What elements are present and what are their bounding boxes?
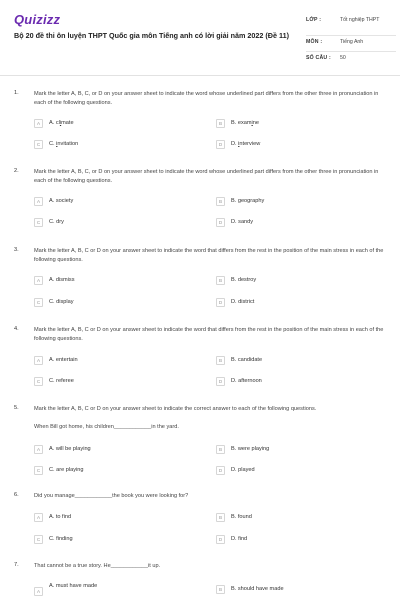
page-title: Bộ 20 đề thi ôn luyện THPT Quốc gia môn Tiếng anh có lời giải năm 2022 (Đề 11) xyxy=(14,31,289,40)
meta-label: LỚP : xyxy=(306,17,322,23)
meta-row-count xyxy=(306,52,396,68)
option-text: B. candidate xyxy=(231,357,263,363)
question-text: Did you manage____________the book you were looking for? xyxy=(34,493,189,499)
option-text: A. entertain xyxy=(49,357,78,363)
option-letter: C xyxy=(34,140,43,149)
option-text-underlined: i xyxy=(59,120,62,126)
option-letter: A xyxy=(34,119,43,128)
option-letter: C xyxy=(34,298,43,307)
option-letter: B xyxy=(216,119,225,128)
meta-value: Tiếng Anh xyxy=(340,39,364,45)
question-text: Mark the letter A, B, C or D on your answer sheet to indicate the word that differs from the rest in the position of the main stress in each of the following questions. xyxy=(34,327,384,342)
option-text: A. will be playing xyxy=(49,446,91,452)
option-text: C. referee xyxy=(49,378,74,384)
option-text: D. find xyxy=(231,536,248,542)
option-text-post: nterview xyxy=(239,141,261,147)
option-text: A. dismiss xyxy=(49,277,75,283)
option-letter: C xyxy=(34,466,43,475)
option-text: D. played xyxy=(231,467,255,473)
option-letter: A xyxy=(34,587,43,596)
option-text xyxy=(231,141,260,147)
option-text-post: mate xyxy=(61,120,74,126)
meta-label: SỐ CÂU : xyxy=(306,55,331,61)
meta-label: MÔN : xyxy=(306,39,323,45)
worksheet-header xyxy=(0,0,400,76)
question-number: 6. xyxy=(14,492,19,498)
option-letter: B xyxy=(216,513,225,522)
option-text: A. society xyxy=(49,198,74,204)
question-stem: When Bill got home, his children____________in the yard. xyxy=(34,424,179,430)
option-text-pre: D. xyxy=(231,141,239,147)
option-text: C. finding xyxy=(49,536,73,542)
option-text: B. should have made xyxy=(231,586,284,592)
option-text: D. sandy xyxy=(231,219,254,225)
option-text: A. must have made xyxy=(49,583,98,589)
option-text-post: ne xyxy=(252,120,260,126)
option-text: D. afternoon xyxy=(231,378,262,384)
option-text-underlined: i xyxy=(238,141,240,147)
meta-row-subject xyxy=(306,36,396,52)
option-text: B. found xyxy=(231,514,252,520)
question-number: 3. xyxy=(14,247,19,253)
option-letter: C xyxy=(34,377,43,386)
option-text-post: nvitation xyxy=(57,141,79,147)
question-number: 4. xyxy=(14,326,19,332)
question-number: 2. xyxy=(14,168,19,174)
option-letter: B xyxy=(216,585,225,594)
question-text: That cannot be a true story. He____________it up. xyxy=(34,563,161,569)
meta-row-class xyxy=(306,14,396,36)
option-text: A. to find xyxy=(49,514,72,520)
question-text: Mark the letter A, B, C, or D on your answer sheet to indicate the word whose underlined part differs from the other three in pronunciation in each of the following questions. xyxy=(34,91,379,106)
option-text: B. were playing xyxy=(231,446,270,452)
option-text: B. geography xyxy=(231,198,265,204)
option-letter: D xyxy=(216,140,225,149)
option-letter: B xyxy=(216,276,225,285)
option-text xyxy=(231,120,259,126)
option-letter: A xyxy=(34,513,43,522)
option-letter: A xyxy=(34,356,43,365)
question-number: 5. xyxy=(14,405,19,411)
option-letter: D xyxy=(216,535,225,544)
option-letter: A xyxy=(34,197,43,206)
option-text: C. are playing xyxy=(49,467,84,473)
option-letter: D xyxy=(216,377,225,386)
question-text: Mark the letter A, B, C or D on your answer sheet to indicate the word that differs from the rest in the position of the main stress in each of the following questions. xyxy=(34,248,384,263)
question-text: Mark the letter A, B, C, or D on your answer sheet to indicate the word whose underlined part differs from the other three in pronunciation in each of the following questions. xyxy=(34,169,379,184)
option-letter: D xyxy=(216,298,225,307)
option-text-underlined: i xyxy=(251,120,253,126)
option-text: B. destroy xyxy=(231,277,257,283)
option-text-pre: B. exam xyxy=(231,120,252,126)
option-letter: D xyxy=(216,466,225,475)
option-letter: A xyxy=(34,445,43,454)
option-text-pre: C. xyxy=(49,141,57,147)
option-letter: D xyxy=(216,218,225,227)
option-text: C. display xyxy=(49,299,74,305)
question-text: Mark the letter A, B, C or D on your answer sheet to indicate the correct answer to each of the following questions. xyxy=(34,406,317,412)
quizizz-logo: Quizizz xyxy=(14,12,61,27)
option-letter: C xyxy=(34,535,43,544)
option-text xyxy=(49,120,74,126)
option-letter: B xyxy=(216,445,225,454)
meta-panel xyxy=(306,14,396,68)
option-text: C. dry xyxy=(49,219,64,225)
option-letter: B xyxy=(216,197,225,206)
meta-value: 50 xyxy=(340,55,346,61)
option-letter: B xyxy=(216,356,225,365)
option-text-pre: A. cl xyxy=(49,120,60,126)
question-number: 1. xyxy=(14,90,19,96)
meta-value: Tốt nghiệp THPT xyxy=(340,17,380,23)
option-letter: C xyxy=(34,218,43,227)
question-number: 7. xyxy=(14,562,19,568)
option-text: D. district xyxy=(231,299,255,305)
option-text xyxy=(49,141,78,147)
option-text-underlined: i xyxy=(56,141,58,147)
option-letter: A xyxy=(34,276,43,285)
